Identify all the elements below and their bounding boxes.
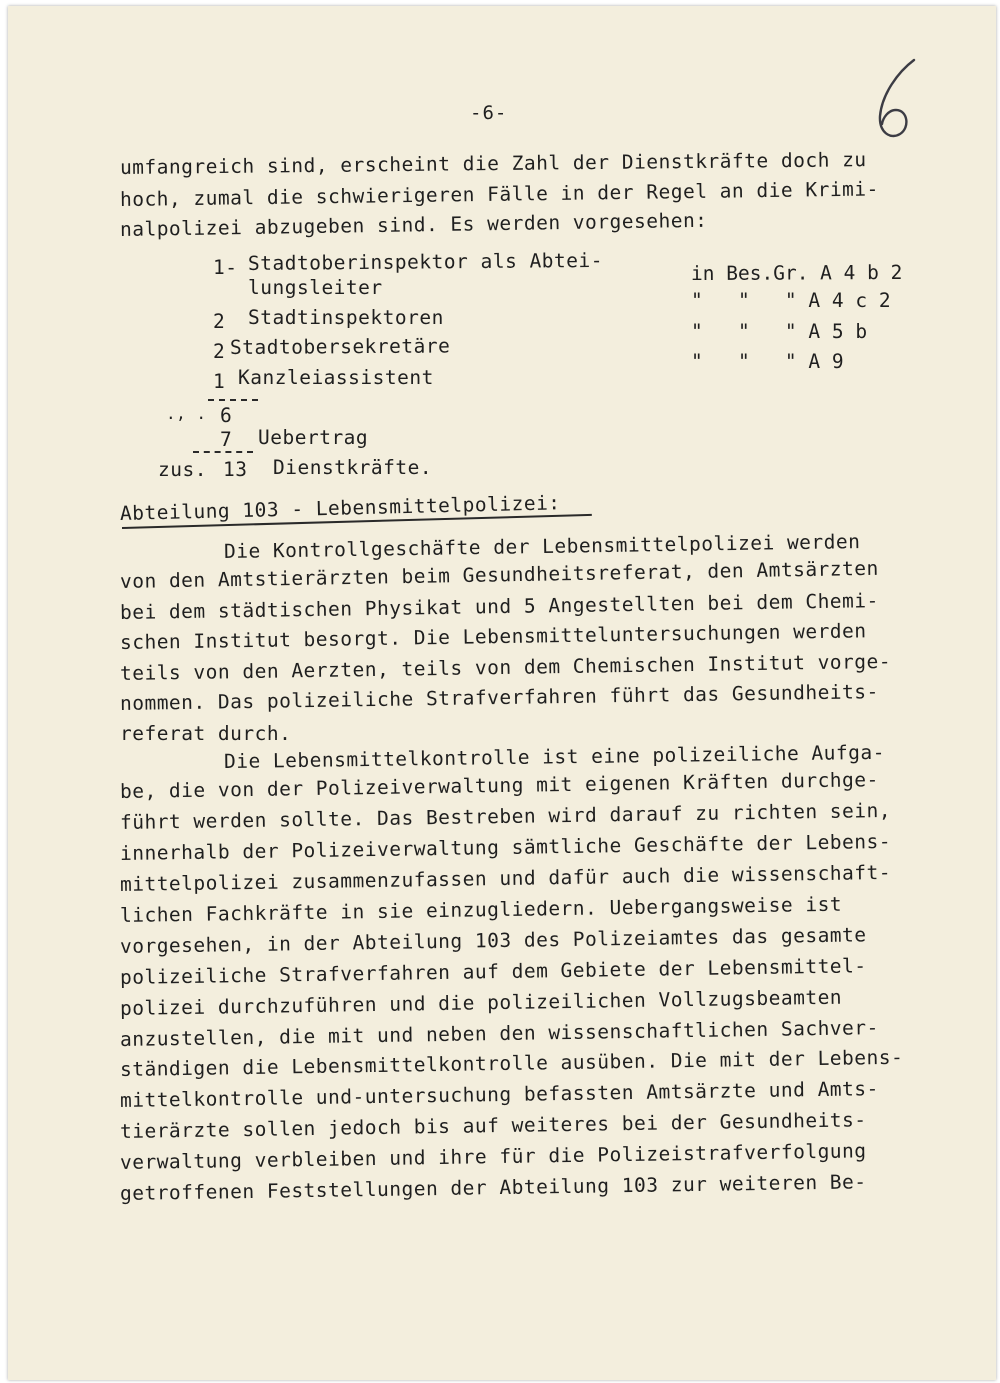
sum-rule bbox=[208, 399, 258, 401]
text-line: polizei durchzuführen und die polizeilichen Vollzugsbeamten bbox=[119, 985, 843, 1020]
staff-count: 1- bbox=[213, 256, 238, 279]
staff-title: Kanzleiassistent bbox=[238, 366, 434, 389]
text-line: anzustellen, die mit und neben den wissenschaftlichen Sachver- bbox=[119, 1016, 879, 1051]
carryover-label: Uebertrag bbox=[258, 426, 369, 449]
sum-rule bbox=[193, 451, 253, 453]
staff-title-continued: lungsleiter bbox=[248, 276, 383, 299]
text-line: referat durch. bbox=[120, 722, 292, 745]
text-line: umfangreich sind, erscheint die Zahl der Dienstkräfte doch zu bbox=[119, 148, 867, 179]
text-line: Die Lebensmittelkontrolle ist eine polizeiliche Aufga- bbox=[223, 740, 886, 773]
pay-grade: " " " A 5 b bbox=[691, 320, 868, 343]
text-line: lichen Fachkräfte in sie einzugliedern. Uebergangsweise ist bbox=[119, 892, 843, 927]
text-line: bei dem städtischen Physikat und 5 Angestellten bei dem Chemi- bbox=[119, 589, 879, 624]
text-line: schen Institut besorgt. Die Lebensmitteluntersuchungen werden bbox=[119, 619, 867, 654]
text-line: tierärzte sollen jedoch bis auf weiteres bei der Gesundheits- bbox=[119, 1108, 867, 1143]
text-line: getroffenen Feststellungen der Abteilung 103 zur weiteren Be- bbox=[119, 1170, 867, 1205]
pay-grade: in Bes.Gr. A 4 b 2 bbox=[690, 260, 903, 285]
page-number: -6- bbox=[470, 102, 508, 124]
total-prefix: zus. bbox=[158, 458, 207, 481]
text-line: von den Amtstierärzten beim Gesundheitsreferat, den Amtsärzten bbox=[119, 556, 879, 593]
section-heading: Abteilung 103 - Lebensmittelpolizei: bbox=[119, 491, 561, 525]
pay-grade: " " " A 9 bbox=[691, 350, 844, 373]
carryover-count: 7 bbox=[220, 428, 233, 451]
text-line: nommen. Das polizeiliche Strafverfahren führt das Gesundheits- bbox=[119, 680, 879, 715]
staff-title: Stadtoberinspektor als Abtei- bbox=[247, 248, 604, 275]
pay-grade: " " " A 4 c 2 bbox=[691, 289, 891, 312]
text-line: hoch, zumal die schwierigeren Fälle in der Regel an die Krimi- bbox=[119, 177, 879, 211]
staff-count: 2 bbox=[213, 340, 226, 363]
text-line: führt werden sollte. Das Bestreben wird darauf zu richten sein, bbox=[119, 798, 892, 834]
text-line: vorgesehen, in der Abteilung 103 des Polizeiamtes das gesamte bbox=[119, 923, 867, 958]
text-line: polizeiliche Strafverfahren auf dem Gebiete der Lebensmittel- bbox=[119, 954, 867, 989]
text-line: nalpolizei abzugeben sind. Es werden vorgesehen: bbox=[119, 208, 708, 241]
text-line: ständigen die Lebensmittelkontrolle ausüben. Die mit der Lebens- bbox=[119, 1045, 904, 1081]
subtotal-count: 6 bbox=[220, 404, 233, 427]
text-line: mittelkontrolle und-untersuchung befassten Amtsärzte und Amts- bbox=[119, 1077, 879, 1112]
staff-count: 1 bbox=[213, 370, 226, 393]
total-count: 13 bbox=[223, 458, 248, 481]
total-label: Dienstkräfte. bbox=[273, 456, 433, 479]
text-line: Die Kontrollgeschäfte der Lebensmittelpolizei werden bbox=[223, 530, 861, 563]
staff-title: Stadtobersekretäre bbox=[229, 334, 451, 359]
text-line: verwaltung verbleiben und ihre für die Polizeistrafverfolgung bbox=[119, 1139, 867, 1174]
text-line: teils von den Aerzten, teils von dem Chemischen Institut vorge- bbox=[119, 649, 892, 685]
text-line: mittelpolizei zusammenzufassen und dafür auch die wissenschaft- bbox=[119, 860, 892, 896]
handwritten-page-number bbox=[868, 54, 928, 144]
text-line: innerhalb der Polizeiverwaltung sämtliche Geschäfte der Lebens- bbox=[119, 829, 892, 865]
staff-title: Stadtinspektoren bbox=[248, 306, 444, 329]
staff-count: 2 bbox=[213, 310, 226, 333]
document-page bbox=[8, 6, 996, 1380]
subtotal-prefix: ., . bbox=[166, 404, 207, 423]
text-line: be, die von der Polizeiverwaltung mit eigenen Kräften durchge- bbox=[119, 768, 879, 803]
